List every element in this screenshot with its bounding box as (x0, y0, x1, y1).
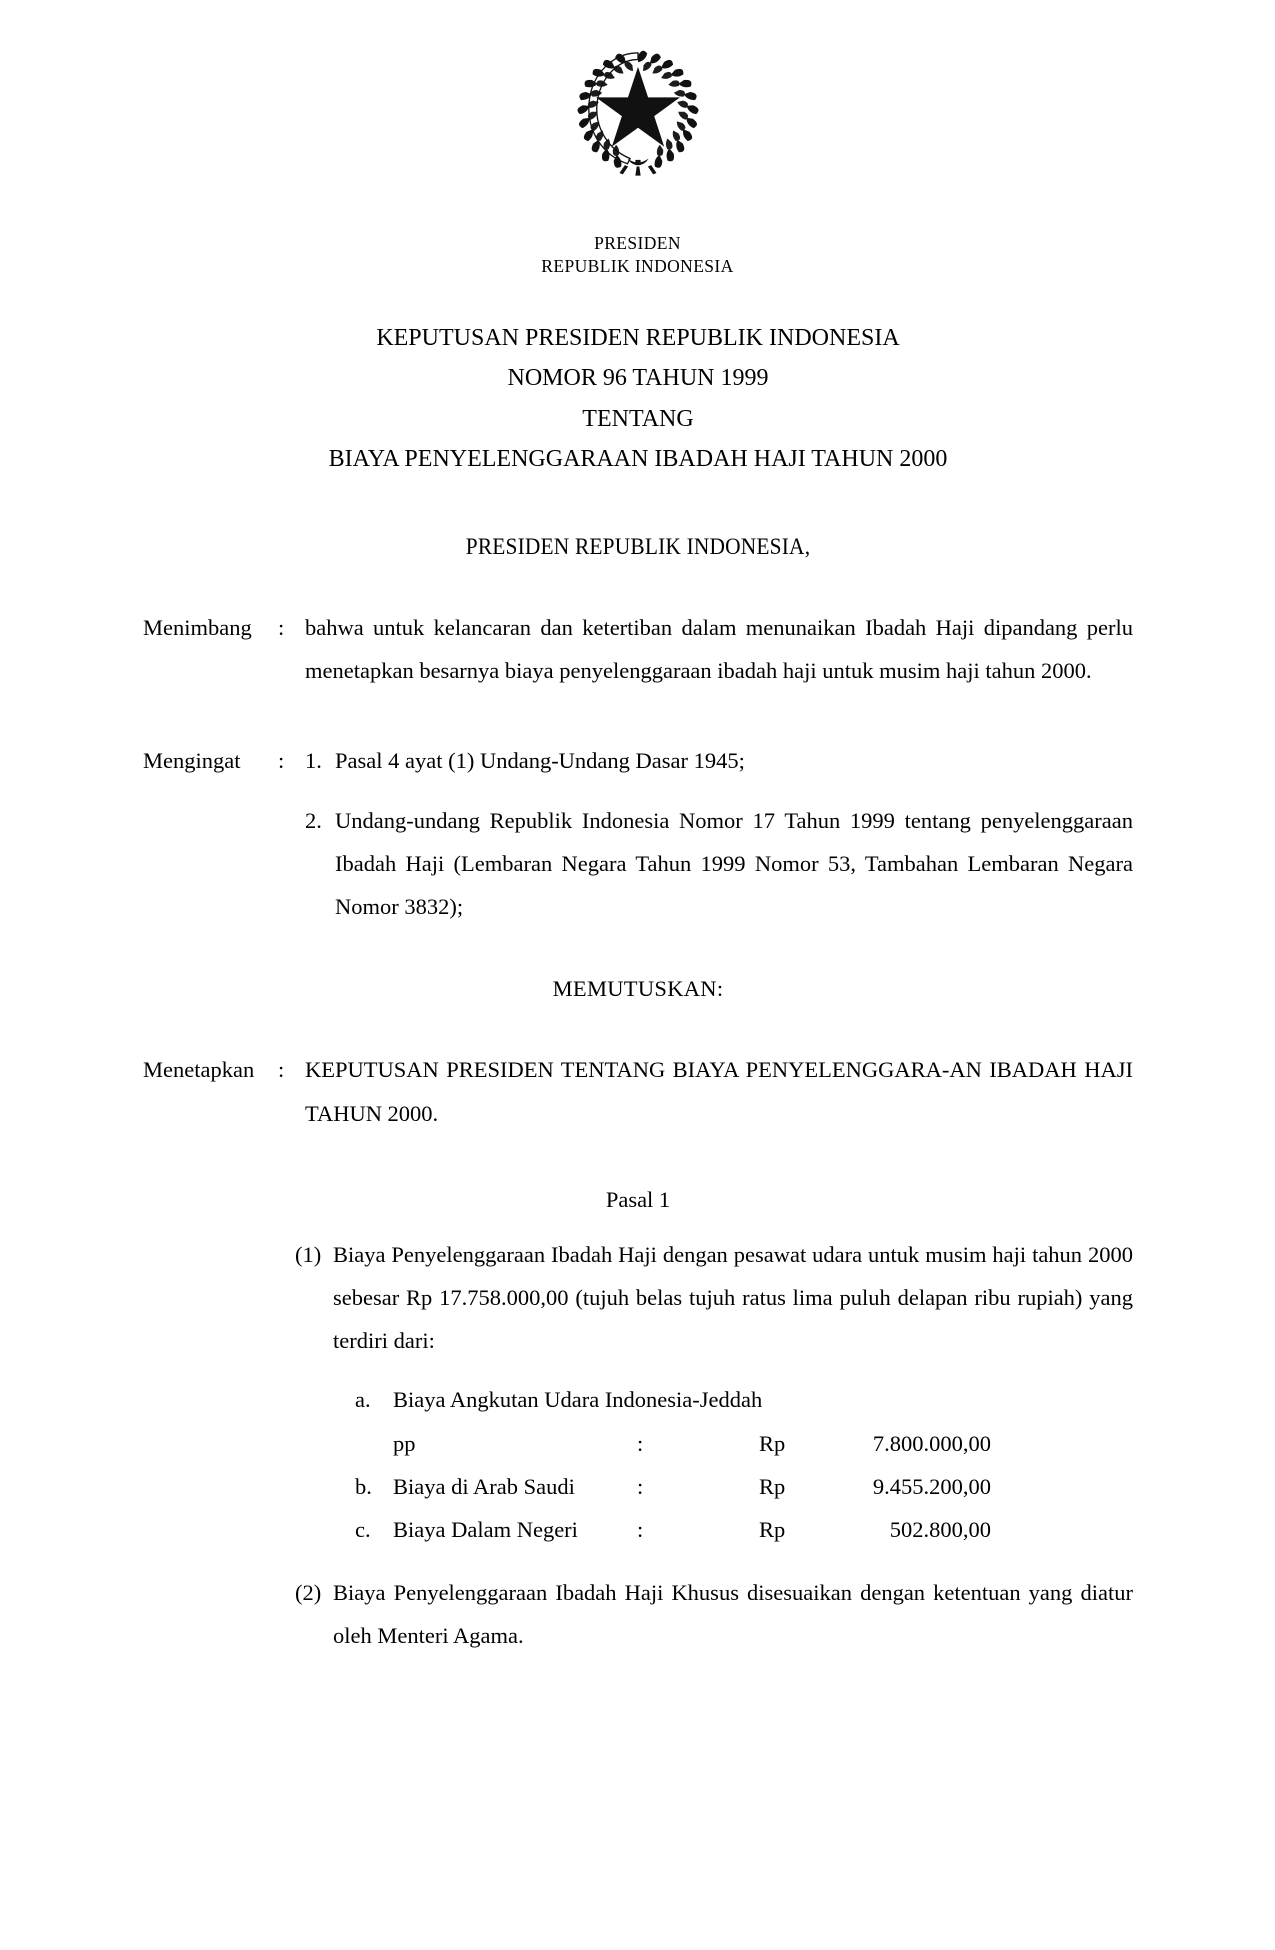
cost-b-amount: 9.455.200,00 (872, 1473, 991, 1499)
title-line-4: BIAYA PENYELENGGARAAN IBADAH HAJI TAHUN 2000 (328, 445, 948, 472)
cost-c-label: Biaya Dalam Negeri (393, 1516, 578, 1542)
pasal-1-heading: Pasal 1 (605, 1186, 671, 1212)
clause-menetapkan (143, 1048, 1133, 1134)
cost-c-amount: 502.800,00 (889, 1516, 991, 1542)
menetapkan-text: KEPUTUSAN PRESIDEN TENTANG BIAYA PENYELENGGARA-AN IBADAH HAJI TAHUN 2000. (305, 1057, 1133, 1126)
menimbang-label: Menimbang (143, 615, 252, 641)
cost-a-marker: a. (355, 1387, 371, 1413)
paragraph-2-text: Biaya Penyelenggaraan Ibadah Haji Khusus disesuaikan dengan ketentuan yang diatur oleh Menteri Agama. (333, 1580, 1133, 1649)
table-row (355, 1508, 1133, 1551)
clause-menimbang (143, 606, 1133, 692)
mengingat-item-1-marker: 1. (305, 747, 322, 773)
paragraph-1-text: Biaya Penyelenggaraan Ibadah Haji dengan pesawat udara untuk musim haji tahun 2000 sebesar Rp 17.758.000,00 (tujuh belas tujuh ratus lima puluh delapan ribu rupiah) yang terdiri dari: (333, 1241, 1133, 1354)
clause-mengingat (143, 739, 1133, 929)
mengingat-label: Mengingat (143, 747, 241, 773)
cost-c-currency: Rp (759, 1516, 786, 1542)
cost-b-colon: : (637, 1473, 644, 1499)
memutuskan-heading: MEMUTUSKAN: (552, 976, 724, 1002)
list-item (305, 799, 1133, 929)
mengingat-item-2-marker: 2. (305, 807, 322, 833)
mengingat-item-1-text: Pasal 4 ayat (1) Undang-Undang Dasar 1945; (335, 747, 745, 773)
cost-a-amount: 7.800.000,00 (872, 1430, 991, 1456)
pasal-1-paragraph-2 (143, 1571, 1133, 1657)
cost-c-colon: : (637, 1516, 644, 1542)
cost-b-currency: Rp (759, 1473, 786, 1499)
document-title-block (143, 318, 1133, 479)
document-header (0, 232, 1275, 278)
considerans-heading: PRESIDEN REPUBLIK INDONESIA, (465, 534, 811, 560)
cost-b-label: Biaya di Arab Saudi (393, 1473, 575, 1499)
menetapkan-label: Menetapkan (143, 1057, 255, 1083)
table-row (355, 1465, 1133, 1508)
title-line-2: NOMOR 96 TAHUN 1999 (507, 365, 769, 392)
table-row (355, 1422, 1133, 1465)
emblem-container (0, 44, 1275, 178)
pasal-1-paragraph-1 (143, 1233, 1133, 1363)
cost-a-label-continued: pp (393, 1430, 416, 1456)
header-republik-indonesia: REPUBLIK INDONESIA (541, 255, 734, 276)
menetapkan-colon: : (278, 1057, 285, 1083)
menimbang-text: bahwa untuk kelancaran dan ketertiban dalam menunaikan Ibadah Haji dipandang perlu menetapkan besarnya biaya penyelenggaraan ibadah haji untuk musim haji tahun 2000. (305, 615, 1133, 684)
cost-a-label: Biaya Angkutan Udara Indonesia-Jeddah (393, 1387, 763, 1413)
mengingat-colon: : (278, 747, 285, 773)
paragraph-1-marker: (1) (295, 1241, 322, 1267)
mengingat-item-2-text: Undang-undang Republik Indonesia Nomor 17 Tahun 1999 tentang penyelenggaraan Ibadah Haji (Lembaran Negara Tahun 1999 Nomor 53, Tambahan Lembaran Negara Nomor 3832); (335, 807, 1133, 920)
list-item (305, 739, 1133, 782)
cost-b-marker: b. (355, 1473, 372, 1499)
title-line-1: KEPUTUSAN PRESIDEN REPUBLIK INDONESIA (376, 325, 900, 351)
cost-c-marker: c. (355, 1516, 371, 1542)
document-body (143, 318, 1133, 1657)
table-row (355, 1378, 1133, 1421)
cost-breakdown-table (143, 1378, 1133, 1551)
title-line-3: TENTANG (582, 405, 694, 432)
garuda-star-wreath-icon (572, 44, 704, 178)
mengingat-list (305, 739, 1133, 929)
menimbang-colon: : (278, 615, 285, 641)
cost-a-colon: : (637, 1430, 644, 1456)
cost-a-currency: Rp (759, 1430, 786, 1456)
header-presiden: PRESIDEN (594, 233, 681, 253)
paragraph-2-marker: (2) (295, 1580, 322, 1606)
